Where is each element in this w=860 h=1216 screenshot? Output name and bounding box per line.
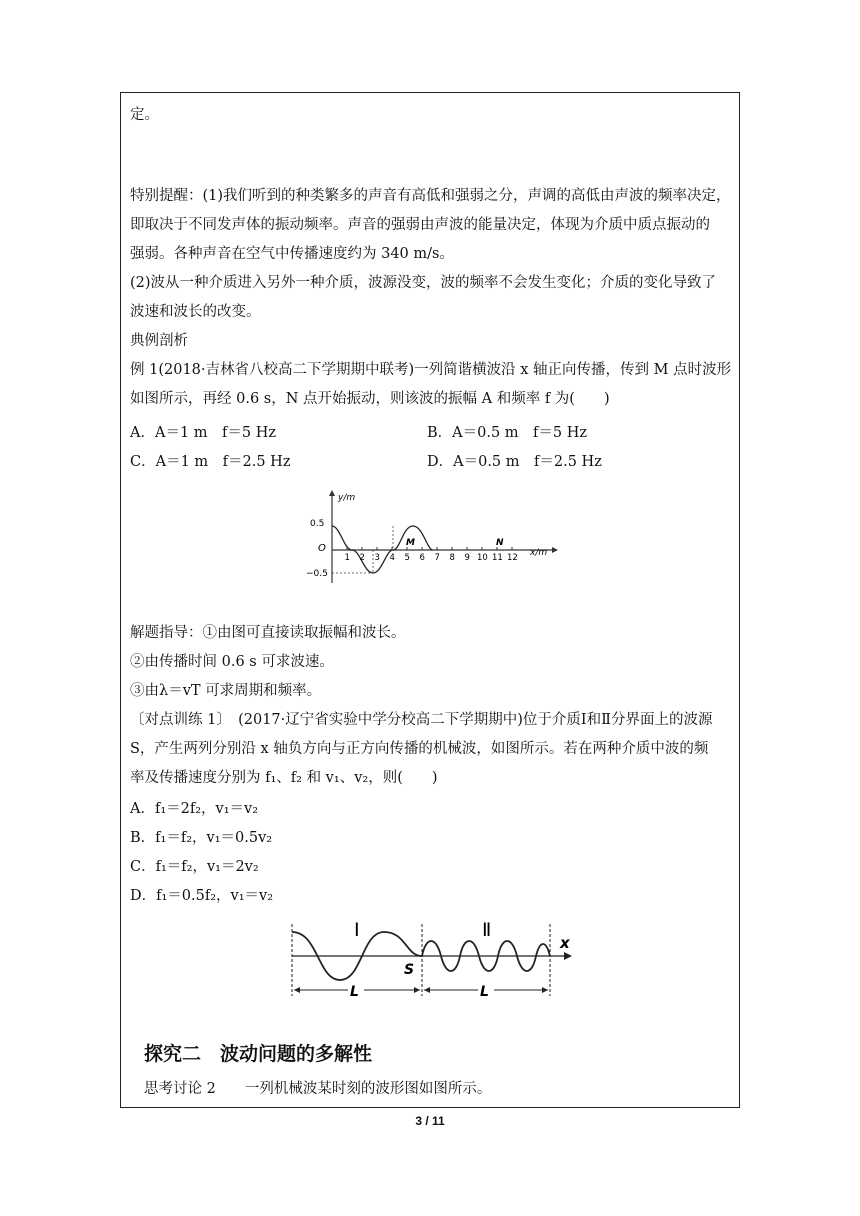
x-tick-label: 7 — [434, 553, 440, 563]
x-tick-label: 9 — [464, 553, 470, 563]
text-line: 波速和波长的改变。 — [130, 304, 261, 320]
x-tick-label: 10 — [477, 553, 488, 563]
length-left-label: L — [350, 984, 359, 1000]
x-tick-label: 3 — [374, 553, 380, 563]
page-number: 3 / 11 — [415, 1114, 445, 1128]
source-label: S — [404, 962, 415, 978]
text-line: 即取决于不同发声体的振动频率。声音的强弱由声波的能量决定，体现为介质中质点振动的 — [130, 217, 710, 233]
wave-figure-2 — [286, 914, 576, 1004]
option-a: A．A＝1 m f＝5 Hz — [130, 425, 277, 441]
x-tick-label: 5 — [404, 553, 410, 563]
section-heading: 探究二 波动问题的多解性 — [144, 1043, 373, 1065]
text-line: (2)波从一种介质进入另外一种介质，波源没变，波的频率不会发生变化；介质的变化导致了 — [130, 275, 717, 291]
example-text: 例 1(2018·吉林省八校高二下学期期中联考)一列简谐横波沿 x 轴正向传播，传到 M 点时波形 — [130, 362, 732, 378]
x-tick-label: 2 — [359, 553, 365, 563]
x-tick-label: 1 — [344, 553, 350, 563]
hint-line: 解题指导：①由图可直接读取振幅和波长。 — [130, 625, 406, 641]
x-axis-label: x/m — [530, 548, 548, 558]
x-axis-label: x — [560, 934, 570, 952]
text-line: 定。 — [130, 107, 159, 123]
option-c: C．f₁＝f₂，v₁＝2v₂ — [130, 859, 259, 875]
training-text: 〔对点训练 1〕 (2017·辽宁省实验中学分校高二下学期期中)位于介质Ⅰ和Ⅱ分界面上的波源 — [130, 712, 713, 728]
training-text: S，产生两列分别沿 x 轴负方向与正方向传播的机械波，如图所示。若在两种介质中波的频 — [130, 741, 709, 757]
option-a: A．f₁＝2f₂，v₁＝v₂ — [130, 801, 259, 817]
hint-line: ③由λ＝vT 可求周期和频率。 — [130, 683, 322, 699]
training-text: 率及传播速度分别为 f₁、f₂ 和 v₁、v₂，则( ) — [130, 770, 438, 786]
medium-2-label: Ⅱ — [482, 919, 492, 941]
text-line: 特别提醒：(1)我们听到的种类繁多的声音有高低和强弱之分，声调的高低由声波的频率决定， — [130, 188, 731, 204]
x-tick-label: 4 — [389, 553, 395, 563]
option-b: B．A＝0.5 m f＝5 Hz — [427, 425, 588, 441]
medium-1-label: Ⅰ — [354, 919, 360, 941]
origin-label: O — [318, 543, 326, 554]
x-tick-label: 11 — [492, 553, 503, 563]
wave-figure-1 — [300, 488, 560, 588]
x-tick-label: 12 — [507, 553, 518, 563]
hint-line: ②由传播时间 0.6 s 可求波速。 — [130, 654, 334, 670]
length-right-label: L — [480, 984, 489, 1000]
y-tick-label: −0.5 — [306, 569, 328, 579]
point-n-label: N — [496, 538, 504, 548]
option-d: D．f₁＝0.5f₂，v₁＝v₂ — [130, 888, 274, 904]
y-tick-label: 0.5 — [310, 519, 325, 529]
text-line: 强弱。各种声音在空气中传播速度约为 340 m/s。 — [130, 246, 454, 262]
option-c: C．A＝1 m f＝2.5 Hz — [130, 454, 291, 470]
point-m-label: M — [406, 538, 415, 548]
subheading: 典例剖析 — [130, 333, 188, 349]
y-axis-label: y/m — [338, 493, 356, 503]
x-tick-label: 8 — [449, 553, 455, 563]
discussion-text: 思考讨论 2 一列机械波某时刻的波形图如图所示。 — [144, 1081, 492, 1097]
x-tick-label: 6 — [419, 553, 425, 563]
option-d: D．A＝0.5 m f＝2.5 Hz — [427, 454, 602, 470]
example-text: 如图所示，再经 0.6 s，N 点开始振动，则该波的振幅 A 和频率 f 为( ) — [130, 391, 610, 407]
option-b: B．f₁＝f₂，v₁＝0.5v₂ — [130, 830, 273, 846]
